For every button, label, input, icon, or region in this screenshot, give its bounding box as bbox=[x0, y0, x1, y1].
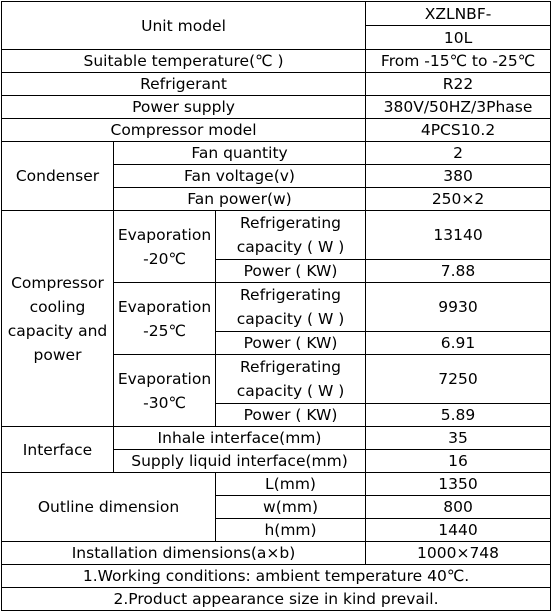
unit-model-row bbox=[2, 2, 551, 26]
table-row bbox=[2, 96, 551, 119]
power-kw-label: Power ( KW) bbox=[216, 260, 366, 283]
note-working-conditions: 1.Working conditions: ambient temperature 40℃. bbox=[2, 565, 551, 588]
width-value: 800 bbox=[366, 496, 551, 519]
interface-label: Interface bbox=[2, 427, 114, 473]
condenser-label: Condenser bbox=[2, 142, 114, 211]
suitable-temperature-label: Suitable temperature(℃ ) bbox=[2, 50, 366, 73]
table-row bbox=[2, 142, 551, 165]
power-kw-value: 6.91 bbox=[366, 332, 551, 355]
evaporation-minus-25-label: Evaporation -25℃ bbox=[114, 283, 216, 355]
compressor-model-label: Compressor model bbox=[2, 119, 366, 142]
table-row bbox=[2, 119, 551, 142]
outline-dimension-label: Outline dimension bbox=[2, 473, 216, 542]
installation-dimensions-label: Installation dimensions(a×b) bbox=[2, 542, 366, 565]
supply-liquid-interface-value: 16 bbox=[366, 450, 551, 473]
height-value: 1440 bbox=[366, 519, 551, 542]
refrigerating-capacity-label: Refrigerating capacity ( W ) bbox=[216, 355, 366, 404]
table-row bbox=[2, 427, 551, 450]
table-row bbox=[2, 73, 551, 96]
note-row bbox=[2, 565, 551, 588]
compressor-model-value: 4PCS10.2 bbox=[366, 119, 551, 142]
fan-voltage-label: Fan voltage(v) bbox=[114, 165, 366, 188]
inhale-interface-label: Inhale interface(mm) bbox=[114, 427, 366, 450]
power-kw-label: Power ( KW) bbox=[216, 332, 366, 355]
fan-power-value: 250×2 bbox=[366, 188, 551, 211]
inhale-interface-value: 35 bbox=[366, 427, 551, 450]
refrigerating-capacity-label: Refrigerating capacity ( W ) bbox=[216, 283, 366, 332]
height-label: h(mm) bbox=[216, 519, 366, 542]
power-kw-value: 7.88 bbox=[366, 260, 551, 283]
length-value: 1350 bbox=[366, 473, 551, 496]
note-product-appearance: 2.Product appearance size in kind prevail. bbox=[2, 588, 551, 611]
fan-quantity-label: Fan quantity bbox=[114, 142, 366, 165]
unit-model-value-line1: XZLNBF- bbox=[366, 2, 551, 26]
power-supply-value: 380V/50HZ/3Phase bbox=[366, 96, 551, 119]
length-label: L(mm) bbox=[216, 473, 366, 496]
power-supply-label: Power supply bbox=[2, 96, 366, 119]
spec-table bbox=[1, 1, 551, 611]
refrigerating-capacity-value: 9930 bbox=[366, 283, 551, 332]
suitable-temperature-value: From -15℃ to -25℃ bbox=[366, 50, 551, 73]
installation-dimensions-value: 1000×748 bbox=[366, 542, 551, 565]
refrigerating-capacity-value: 7250 bbox=[366, 355, 551, 404]
width-label: w(mm) bbox=[216, 496, 366, 519]
power-kw-value: 5.89 bbox=[366, 404, 551, 427]
table-row bbox=[2, 542, 551, 565]
evaporation-minus-20-label: Evaporation -20℃ bbox=[114, 211, 216, 283]
table-row bbox=[2, 50, 551, 73]
unit-model-label: Unit model bbox=[2, 2, 366, 50]
compressor-capacity-label: Compressor cooling capacity and power bbox=[2, 211, 114, 427]
refrigerant-label: Refrigerant bbox=[2, 73, 366, 96]
unit-model-value-line2: 10L bbox=[366, 26, 551, 50]
power-kw-label: Power ( KW) bbox=[216, 404, 366, 427]
evaporation-minus-30-label: Evaporation -30℃ bbox=[114, 355, 216, 427]
refrigerating-capacity-value: 13140 bbox=[366, 211, 551, 260]
fan-voltage-value: 380 bbox=[366, 165, 551, 188]
refrigerant-value: R22 bbox=[366, 73, 551, 96]
supply-liquid-interface-label: Supply liquid interface(mm) bbox=[114, 450, 366, 473]
fan-power-label: Fan power(w) bbox=[114, 188, 366, 211]
note-row bbox=[2, 588, 551, 611]
table-row bbox=[2, 473, 551, 496]
fan-quantity-value: 2 bbox=[366, 142, 551, 165]
refrigerating-capacity-label: Refrigerating capacity ( W ) bbox=[216, 211, 366, 260]
table-row bbox=[2, 211, 551, 260]
